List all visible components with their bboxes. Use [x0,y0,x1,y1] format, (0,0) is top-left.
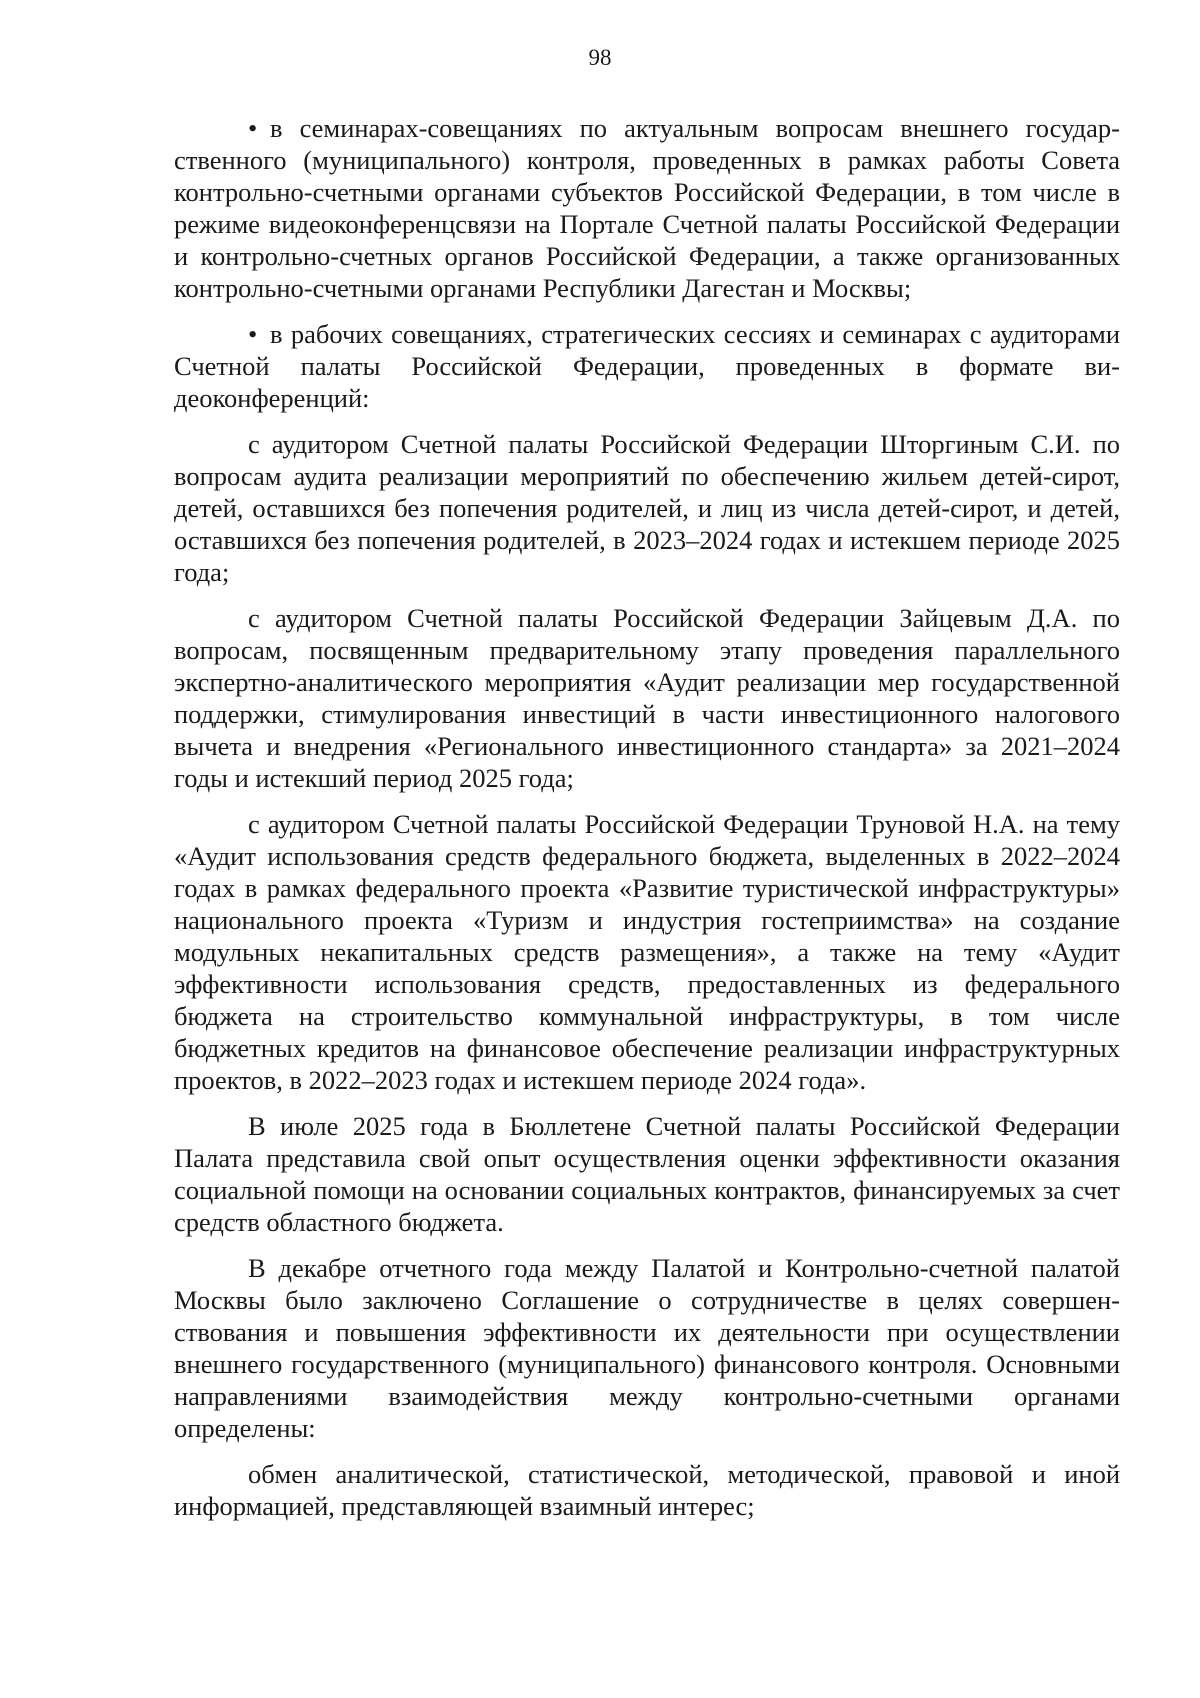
paragraph [174,808,1120,1096]
paragraph-text: обмен аналитической, статистической, методической, правовой и иной информацией, представляющей взаимный интерес; [174,1459,1120,1521]
bullet-icon: • [248,319,258,349]
paragraph-text: с аудитором Счетной палаты Российской Федерации Шторгиным С.И. по вопросам аудита реализации мероприятий по обеспечению жильем детей-сирот, детей, оставшихся без попечения родителей, и лиц из числа детей-сирот, и детей, оставшихся без попечения родителей, в 2023–2024 годах и истекшем периоде 2025 года; [174,429,1120,587]
paragraph-text: в семинарах-совещаниях по актуальным вопросам внешнего государственного (муниципального) контроля, проведенных в рамках работы Совета контрольно-счетными органами субъектов Российской Федерации, в том числе в режиме видеоконференцсвязи на Портале Счетной палаты Российской Федерации и контрольно-счетных органов Российской Федерации, а также организованных контрольно-счетными органами Республики Дагестан и Москвы; [174,113,1120,303]
paragraph-text: В июле 2025 года в Бюллетене Счетной палаты Российской Федерации Палата представила свой опыт осуществления оценки эффективности оказания социальной помощи на основании социальных контрактов, финансируемых за счет средств областного бюджета. [174,1111,1120,1237]
paragraph [174,1110,1120,1238]
paragraph [174,602,1120,794]
paragraph-text: с аудитором Счетной палаты Российской Федерации Зайцевым Д.А. по вопросам, посвященным предварительному этапу проведения параллельного экспертно-аналитического мероприятия «Аудит реализации мер государственной поддержки, стимулирования инвестиций в части инвестиционного налогового вычета и внедрения «Регионального инвестиционного стандарта» за 2021–2024 годы и истекший период 2025 года; [174,603,1120,793]
bullet-paragraph [174,318,1120,414]
paragraph-text: в рабочих совещаниях, стратегических сессиях и семинарах с аудиторами Счетной палаты Российской Федерации, проведенных в формате видеоконференций: [174,319,1120,413]
bullet-icon: • [248,113,258,143]
paragraph-text: с аудитором Счетной палаты Российской Федерации Труновой Н.А. на тему «Аудит использования средств федерального бюджета, выделенных в 2022–2024 годах в рамках федерального проекта «Развитие туристической инфраструктуры» национального проекта «Туризм и индустрия гостеприимства» на создание модульных некапитальных средств размещения», а также на тему «Аудит эффективности использования средств, предоставленных из федерального бюджета на строительство коммунальной инфраструктуры, в том числе бюджетных кредитов на финансовое обеспечение реализации инфраструктурных проектов, в 2022–2023 годах и истекшем периоде 2024 года». [174,809,1120,1095]
page-body [174,112,1120,1536]
paragraph [174,428,1120,588]
bullet-paragraph [174,112,1120,304]
paragraph [174,1252,1120,1444]
page-number: 98 [588,45,612,70]
paragraph [174,1458,1120,1522]
paragraph-text: В декабре отчетного года между Палатой и Контрольно-счетной палатой Москвы было заключено Соглашение о сотрудничестве в целях совершенствования и повышения эффективности их деятельности при осуществлении внешнего государственного (муниципального) финансового контроля. Основными направлениями взаимодействия между контрольно-счетными органами определены: [174,1253,1120,1443]
